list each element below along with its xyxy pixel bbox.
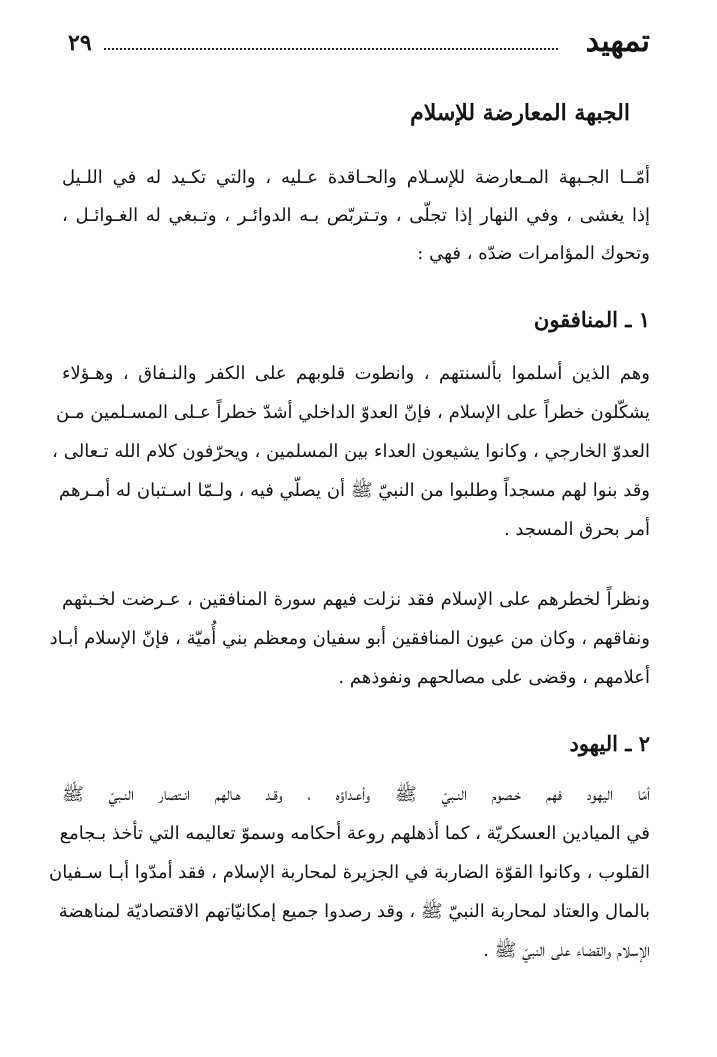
paragraph-line: أعلامهم ، وقضى على مصالحهم ونفوذهم . <box>338 667 650 688</box>
paragraph-line: ونظراً لخطرهم على الإسلام فقد نزلت فيهم سورة المنافقين ، عـرضت لخـبثهم <box>62 589 650 610</box>
intro-line-3: وتحوك المؤامرات ضدّه ، فهي : <box>417 243 650 264</box>
paragraph-line: أمّا اليهود فهم خـصوم النـبيّ ﷺ وأعـداؤه ، وقـد هـالهم انـتصار النـبيّ ﷺ <box>62 784 650 805</box>
running-title: تمهيد <box>585 24 650 59</box>
paragraph-line: أمر بحرق المسجد . <box>503 519 650 540</box>
paragraph-line: وقد بنوا لهم مسجداً وطلبوا من النبيّ ﷺ أن يصلّي فيه ، ولـمّا اسـتبان له أمـرهم <box>58 480 650 501</box>
paragraph-line: في الميادين العسكريّة ، كما أذهلهم روعة أحكامه وسموّ تعاليمه التي تأخذ بـجامع <box>59 823 650 844</box>
paragraph-line: وهم الذين أسلموا بألسنتهم ، وانطوت قلوبهم على الكفر والنـفاق ، وهـؤلاء <box>62 363 650 384</box>
subsection-title-hypocrites: ١ ـ المنافقون <box>533 307 650 332</box>
section-title: الجبهة المعارضة للإسلام <box>410 100 630 126</box>
paragraph-line: العدوّ الخارجي ، وكانوا يشيعون العداء بين المسلمين ، ويحرّفون كلام الله تـعالى ، <box>52 441 650 462</box>
subsection-title-jews: ٢ ـ اليهود <box>569 731 650 756</box>
paragraph-line: بالمال والعتاد لمحاربة النبيّ ﷺ ، وقد رصدوا جميع إمكانيّاتهم الاقتصاديّة لمناهضة <box>58 901 650 922</box>
paragraph-line: ونفاقهم ، وكان من عيون المنافقين أبو سفيان ومعظم بني أُميّة ، فإنّ الإسلام أبـاد <box>49 628 650 649</box>
dotted-leader <box>104 48 558 50</box>
intro-line-2: إذا يغشى ، وفي النهار إذا تجلّى ، وتـتربّص بـه الدوائـر ، وتـبغي له الغـوائـل ، <box>62 205 650 226</box>
page-number: ٢٩ <box>68 30 92 56</box>
paragraph-line: الإسلام والقضاء على النبيّ ﷺ . <box>483 940 650 961</box>
page-header <box>68 22 650 66</box>
paragraph-line: القلوب ، وكانوا القوّة الضاربة في الجزيرة لمحاربة الإسلام ، فقد أمدّوا أبـا سـفيان <box>48 862 650 883</box>
paragraph-line: يشكّلون خطراً على الإسلام ، فإنّ العدوّ الداخلي أشدّ خطراً عـلى المسـلمين مـن <box>55 402 650 423</box>
intro-line-1: أمّــا الجـبهة المـعارضة للإسـلام والحـاقدة عـليه ، والتي تكـيد له في اللـيل <box>62 167 650 188</box>
